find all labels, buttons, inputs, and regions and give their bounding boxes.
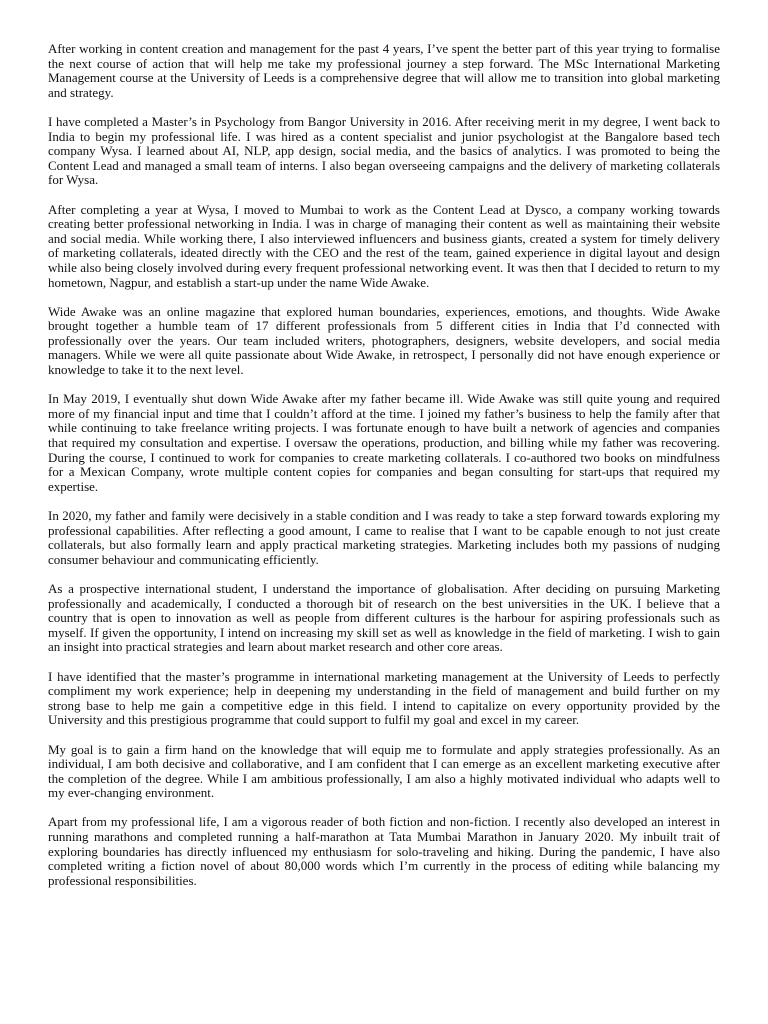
paragraph-wide-awake: Wide Awake was an online magazine that explored human boundaries, experiences, emotions, and thoughts. Wide Awake brought together a humble team of 17 different professionals from 5 different cities in India that I’d connected with professionally over the years. Our team included writers, photographers, designers, website developers, and social media managers. While we were all quite passionate about Wide Awake, in retrospect, I personally did not have enough experience or knowledge to take it to the next level. [48,303,720,378]
paragraph-dysco: After completing a year at Wysa, I moved to Mumbai to work as the Content Lead at Dysco, a company working towards creating better professional networking in India. I was in charge of managing their content as well as maintaining their website and social media. While working there, I also interviewed influencers and business giants, created a system for timely delivery of marketing collaterals, ideated directly with the CEO and the rest of the team, gained experience in digital layout and design while also being closely involved during every frequent professional networking event. It was then that I decided to return to my hometown, Nagpur, and establish a start-up under the name Wide Awake. [48,201,720,290]
paragraph-family-business: In May 2019, I eventually shut down Wide Awake after my father became ill. Wide Awake was still quite young and required more of my financial input and time that I couldn’t afford at the time. I joined my father’s business to help the family after that while continuing to take freelance writing projects. I was fortunate enough to have built a network of agencies and companies that required my consultation and expertise. I oversaw the operations, production, and billing while my father was recovering. During the course, I continued to work for companies to create marketing collaterals. I co-authored two books on mindfulness for a Mexican Company, wrote multiple content copies for companies and began consulting for start-ups that required my expertise. [48,391,720,494]
document-page [48,42,720,903]
paragraph-2020: In 2020, my father and family were decisively in a stable condition and I was ready to take a step forward towards exploring my professional capabilities. After reflecting a good amount, I came to realise that I want to be capable enough to not just create collaterals, but also formally learn and apply practical marketing strategies. Marketing includes both my passions of nudging consumer behaviour and communicating efficiently. [48,508,720,567]
paragraph-goal: My goal is to gain a firm hand on the knowledge that will equip me to formulate and apply strategies professionally. As an individual, I am both decisive and collaborative, and I am confident that I can emerge as an excellent marketing executive after the completion of the degree. While I am ambitious professionally, I am also a highly motivated individual who adapts well to my ever-changing environment. [48,741,720,801]
paragraph-intro: After working in content creation and management for the past 4 years, I’ve spent the better part of this year trying to formalise the next course of action that will help me take my professional journey a step forward. The MSc International Marketing Management course at the University of Leeds is a comprehensive degree that will allow me to transition into global marketing and strategy. [48,41,720,100]
paragraph-personal-life: Apart from my professional life, I am a vigorous reader of both fiction and non-fiction. I recently also developed an interest in running marathons and completed running a half-marathon at Tata Mumbai Marathon in January 2020. My inbuilt trait of exploring boundaries has directly influenced my enthusiasm for solo-traveling and hiking. During the pandemic, I have also completed writing a fiction novel of about 80,000 words which I’m currently in the process of editing while balancing my professional responsibilities. [48,814,720,888]
paragraph-leeds-programme: I have identified that the master’s programme in international marketing management at the University of Leeds to perfectly compliment my work experience; help in deepening my understanding in the field of management and build further on my strong base to help me gain a competitive edge in this field. I intend to capitalize on every opportunity provided by the University and this prestigious programme that could support to fulfil my goal and excel in my career. [48,668,720,728]
paragraph-international-student: As a prospective international student, I understand the importance of globalisation. After deciding on pursuing Marketing professionally and academically, I conducted a thorough bit of research on the best universities in the UK. I believe that a country that is open to innovation as well as people from different cultures is the harbour for aspiring professionals such as myself. If given the opportunity, I intend on increasing my skill set as well as knowledge in the field of marketing. I wish to gain an insight into practical strategies and learn about market research and other core areas. [48,580,720,655]
paragraph-education-wysa: I have completed a Master’s in Psychology from Bangor University in 2016. After receiving merit in my degree, I went back to India to begin my professional life. I was hired as a content specialist and junior psychologist at the Bangalore based tech company Wysa. I learned about AI, NLP, app design, social media, and the basics of analytics. I was promoted to being the Content Lead and managed a small team of interns. I also began overseeing campaigns and the delivery of marketing collaterals for Wysa. [48,113,720,188]
